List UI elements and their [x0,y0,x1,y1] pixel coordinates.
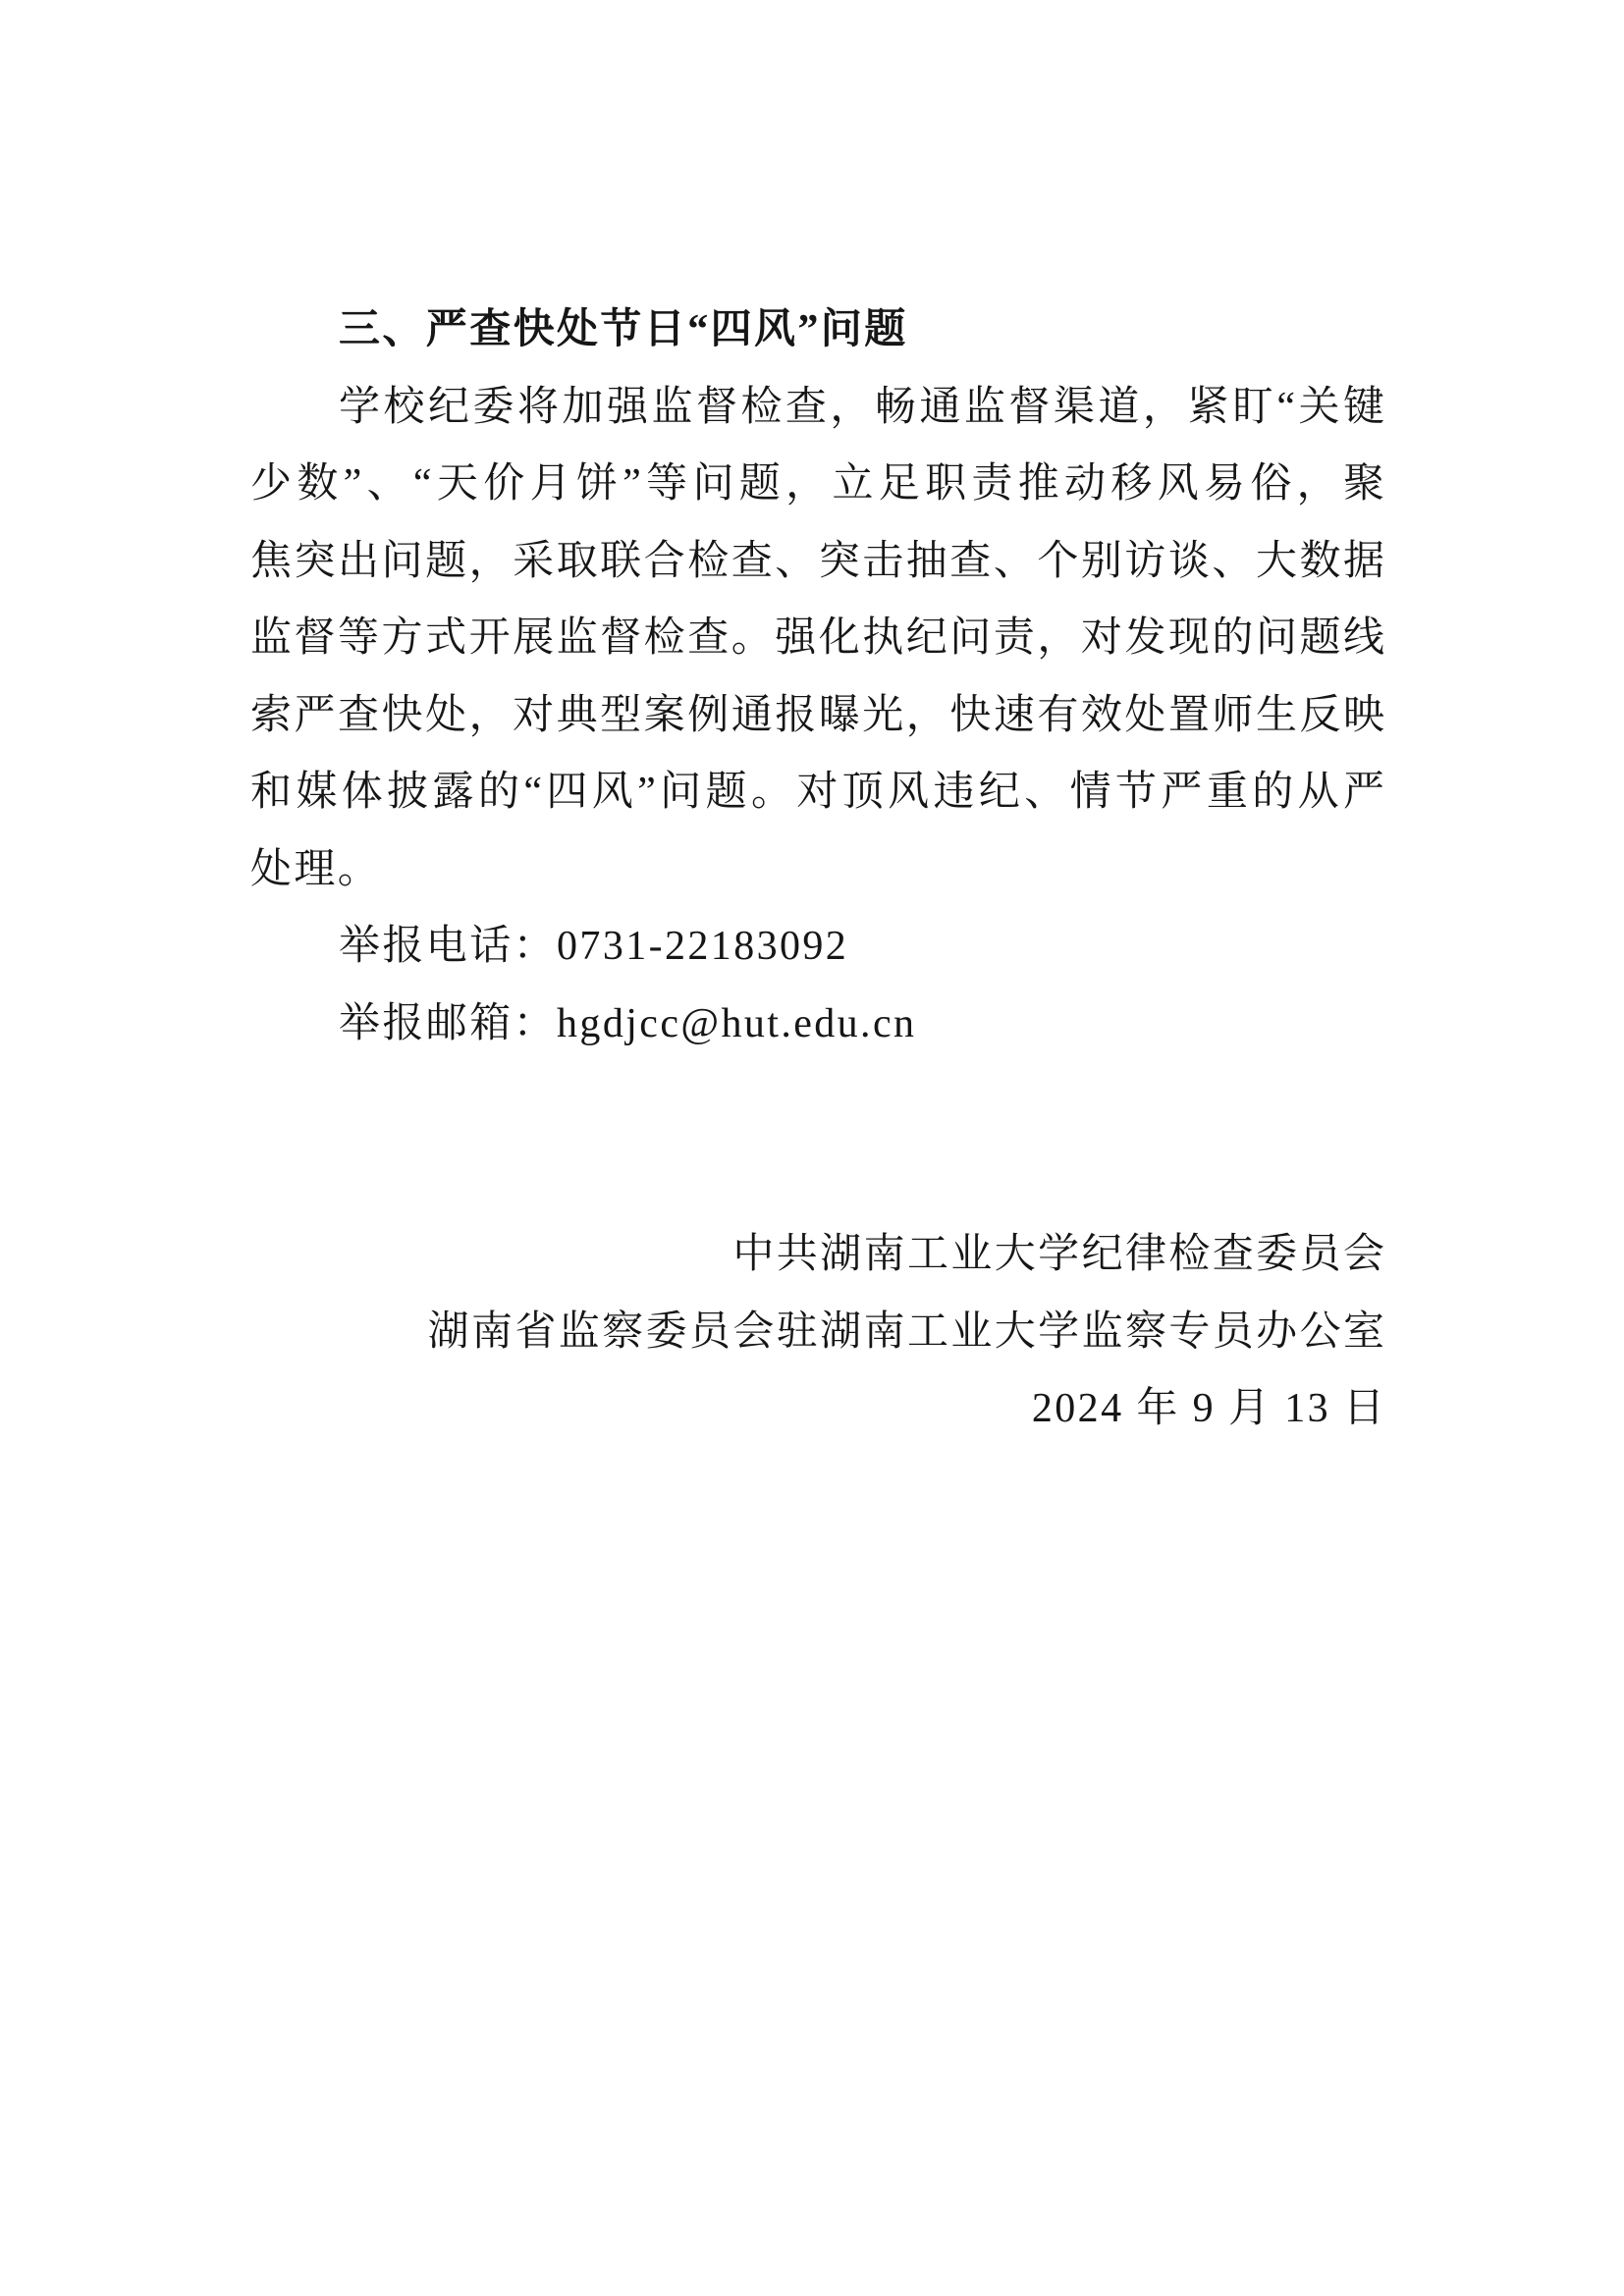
report-phone [250,908,1384,986]
blank-space [250,1062,1384,1216]
section-heading: 三、严查快处节日“四风”问题 [339,307,908,352]
signature-date: 2024 年 9 月 13 日 [1031,1386,1387,1431]
report-email [250,986,1384,1063]
report-email-address: hgdjcc@hut.edu.cn [557,1000,917,1046]
paragraph-line: 和媒体披露的“四风”问题。对顶风违纪、情节严重的从严 [250,770,1384,815]
paragraph-line: 学校纪委将加强监督检查，畅通监督渠道，紧盯“关键 [339,384,1384,430]
signature-block [250,1216,1387,1448]
report-phone-number: 0731-22183092 [557,924,849,969]
paragraph-line: 处理。 [250,846,382,892]
paragraph-line: 监督等方式开展监督检查。强化执纪问责，对发现的问题线 [250,615,1384,661]
paragraph-line: 索严查快处，对典型案例通报曝光，快速有效处置师生反映 [250,692,1384,738]
report-email-label: 举报邮箱： [339,1000,558,1046]
signature-org-1: 中共湖南工业大学纪律检查委员会 [732,1232,1387,1277]
body-paragraph [250,369,1384,909]
paragraph-line: 焦突出问题，采取联合检查、突击抽查、个别访谈、大数据 [250,538,1384,584]
report-phone-label: 举报电话： [339,924,558,969]
paragraph-line: 少数”、“天价月饼”等问题，立足职责推动移风易俗，聚 [250,461,1384,507]
document-body [250,292,1387,1448]
signature-org-2: 湖南省监察委员会驻湖南工业大学监察专员办公室 [427,1308,1387,1355]
